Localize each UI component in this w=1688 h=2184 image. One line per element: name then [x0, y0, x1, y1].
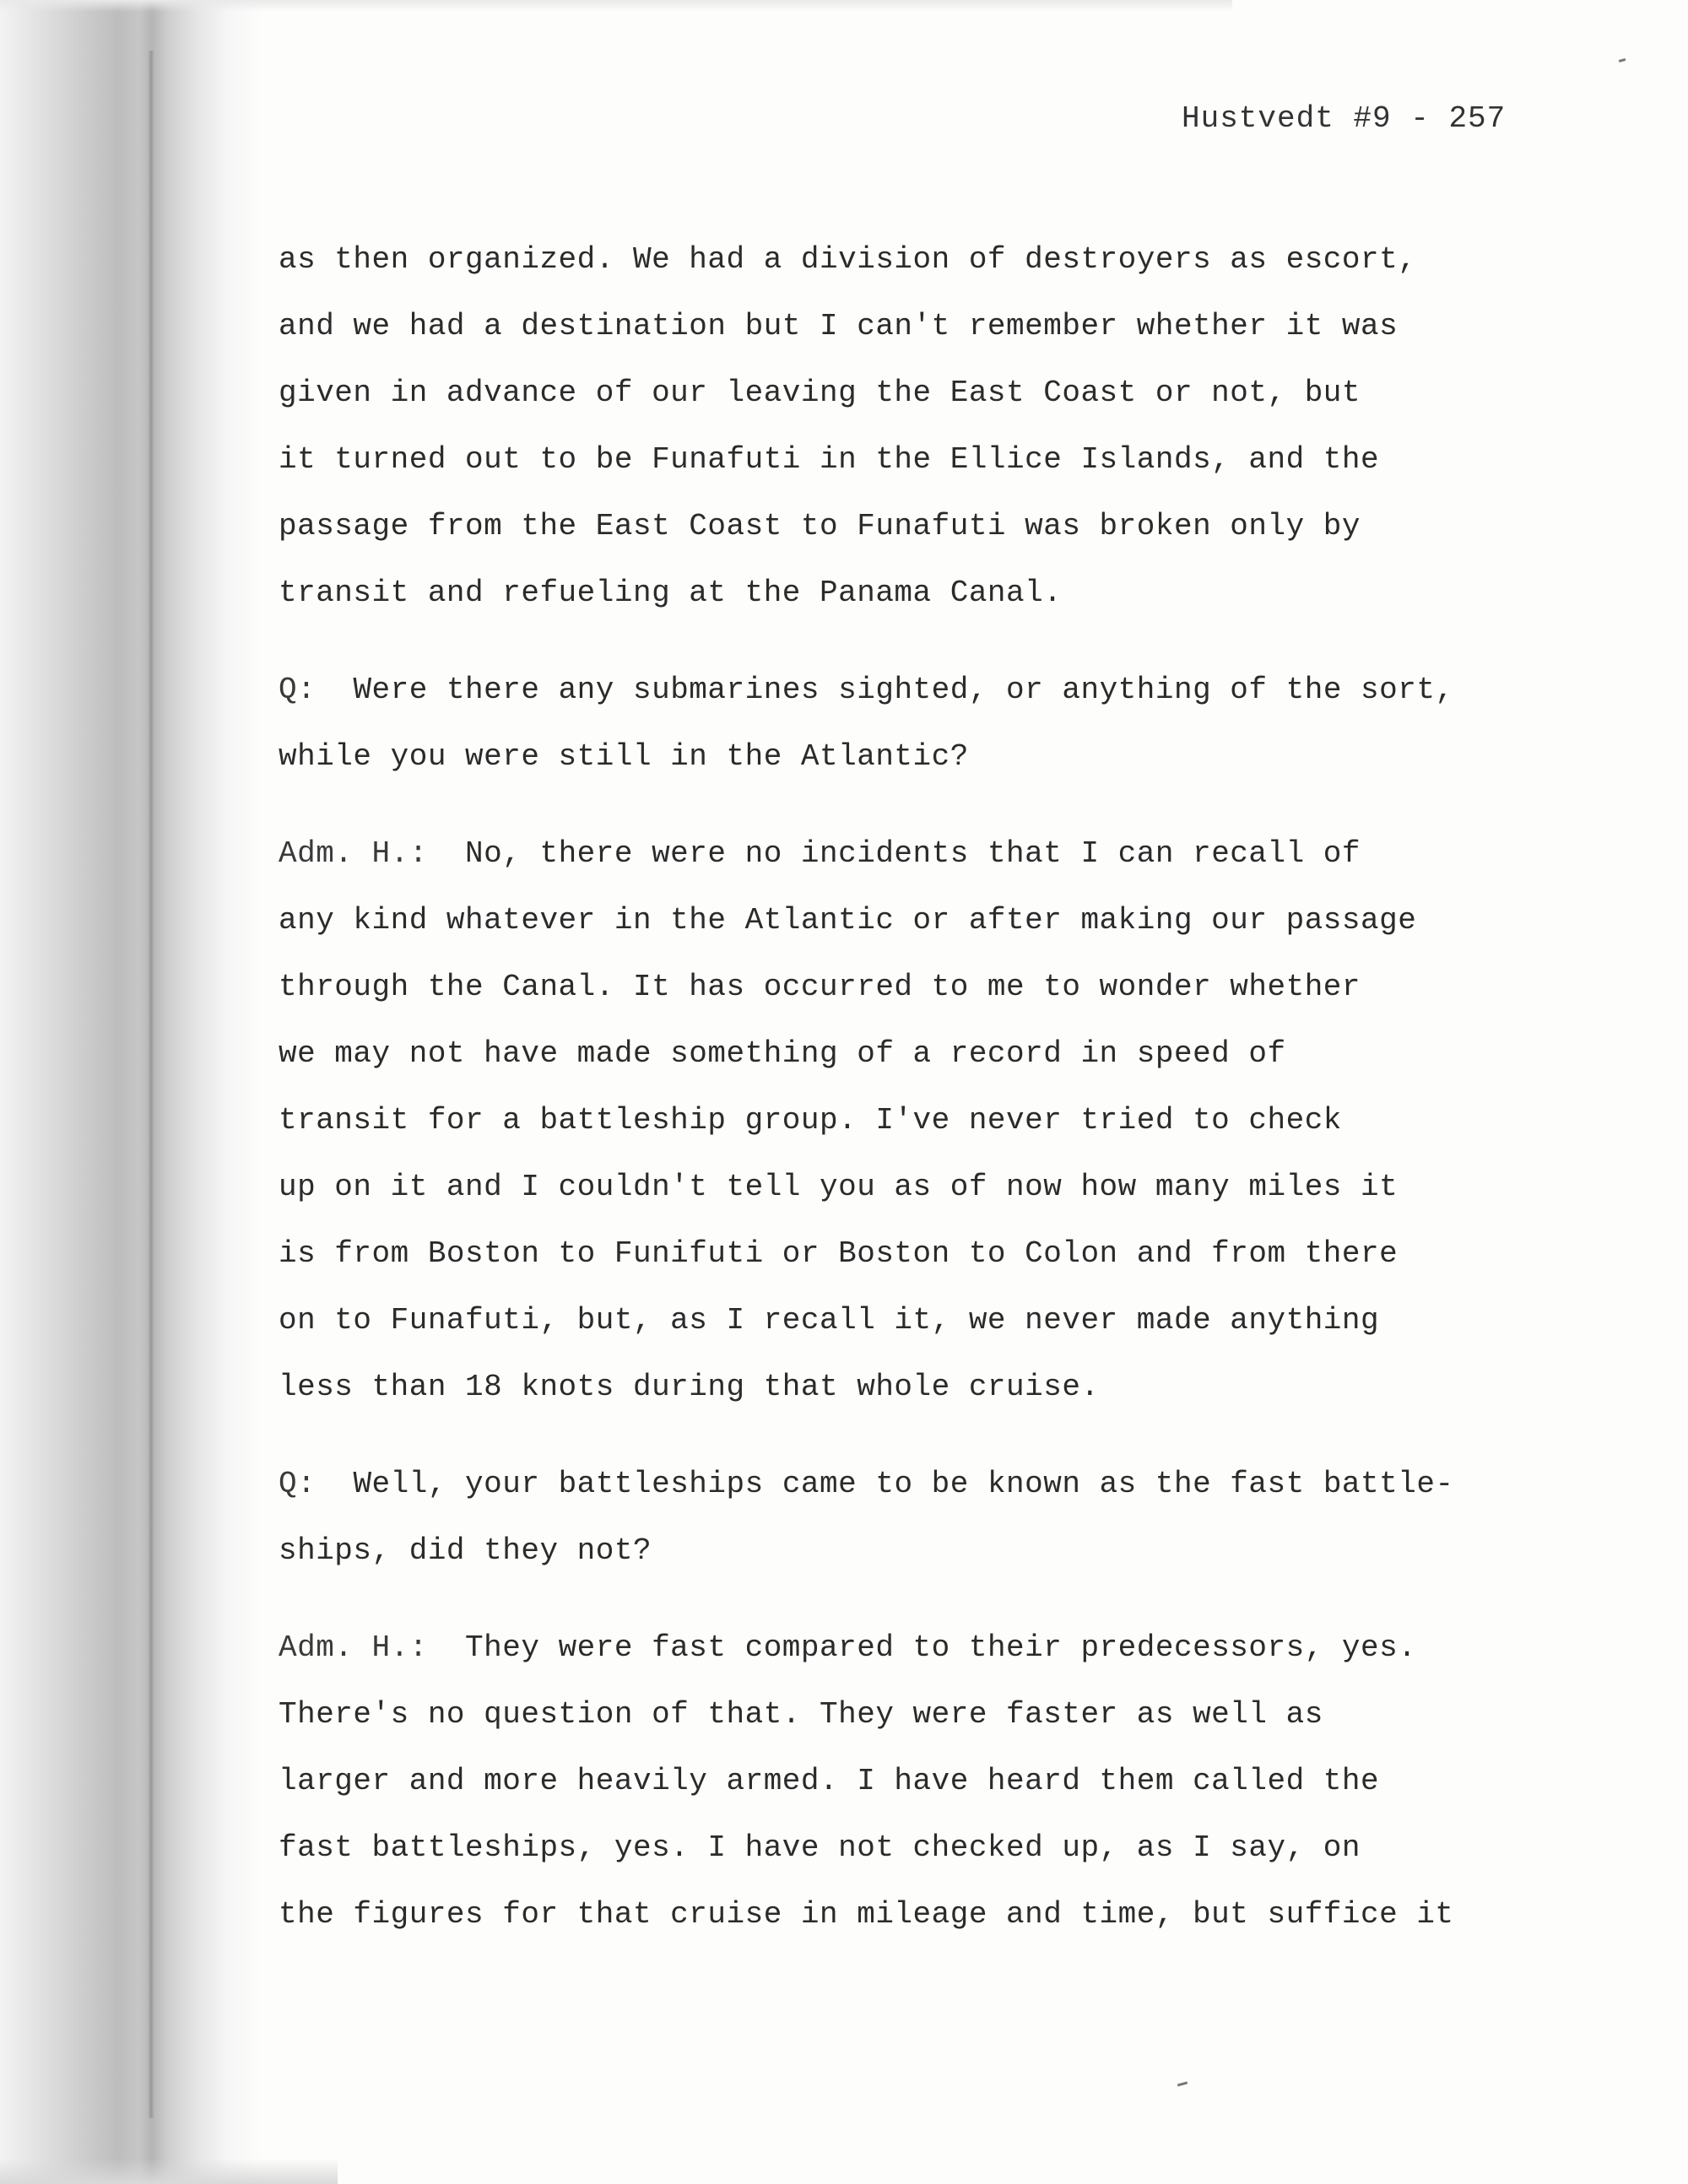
- question-paragraph: [279, 1451, 1578, 1584]
- text-line: ships, did they not?: [279, 1533, 652, 1568]
- text-line: passage from the East Coast to Funafuti was broken only by: [279, 509, 1361, 543]
- transcript-body: [279, 226, 1578, 1978]
- text-line: up on it and I couldn't tell you as of now how many miles it: [279, 1170, 1399, 1204]
- scan-speck: [1619, 58, 1626, 62]
- speaker-label: Q:: [279, 673, 316, 707]
- text-line: on to Funafuti, but, as I recall it, we never made anything: [279, 1303, 1380, 1338]
- text-line: [279, 820, 1578, 887]
- running-head: Hustvedt #9 - 257: [1182, 101, 1507, 136]
- text-line: less than 18 knots during that whole cruise.: [279, 1370, 1100, 1404]
- text-fragment: No, there were no incidents that I can recall of: [465, 836, 1361, 871]
- text-line: larger and more heavily armed. I have heard them called the: [279, 1764, 1380, 1798]
- speaker-label: Q:: [279, 1467, 316, 1501]
- text-line: [279, 1451, 1578, 1517]
- bottom-page-edge: [0, 2159, 338, 2184]
- text-line: [279, 657, 1578, 723]
- answer-paragraph: [279, 1614, 1578, 1948]
- text-line: is from Boston to Funifuti or Boston to Colon and from there: [279, 1236, 1399, 1271]
- text-line: fast battleships, yes. I have not checked up, as I say, on: [279, 1830, 1361, 1865]
- paragraph-continuation: [279, 226, 1578, 626]
- answer-paragraph: [279, 820, 1578, 1420]
- speaker-label: Adm. H.:: [279, 1630, 428, 1665]
- binding-shadow: [0, 0, 262, 2184]
- text-line: transit and refueling at the Panama Canal.: [279, 576, 1063, 610]
- text-line: [279, 1614, 1578, 1681]
- text-line: the figures for that cruise in mileage and time, but suffice it: [279, 1897, 1454, 1932]
- text-line: given in advance of our leaving the East Coast or not, but: [279, 376, 1361, 410]
- binding-fold: [148, 51, 154, 2118]
- text-fragment: Well, your battleships came to be known as the fast battle-: [353, 1467, 1454, 1501]
- question-paragraph: [279, 657, 1578, 790]
- text-fragment: They were fast compared to their predecessors, yes.: [465, 1630, 1417, 1665]
- text-line: it turned out to be Funafuti in the Ellice Islands, and the: [279, 442, 1380, 477]
- text-line: There's no question of that. They were faster as well as: [279, 1697, 1323, 1732]
- text-line: as then organized. We had a division of destroyers as escort,: [279, 242, 1417, 277]
- scan-speck: [1177, 2081, 1188, 2086]
- text-fragment: Were there any submarines sighted, or anything of the sort,: [353, 673, 1454, 707]
- text-line: any kind whatever in the Atlantic or after making our passage: [279, 903, 1417, 938]
- text-line: transit for a battleship group. I've never tried to check: [279, 1103, 1342, 1138]
- text-line: while you were still in the Atlantic?: [279, 739, 969, 774]
- text-line: we may not have made something of a record in speed of: [279, 1036, 1286, 1071]
- speaker-label: Adm. H.:: [279, 836, 428, 871]
- text-line: and we had a destination but I can't remember whether it was: [279, 309, 1399, 343]
- top-page-edge: [0, 0, 1232, 12]
- text-line: through the Canal. It has occurred to me to wonder whether: [279, 970, 1361, 1004]
